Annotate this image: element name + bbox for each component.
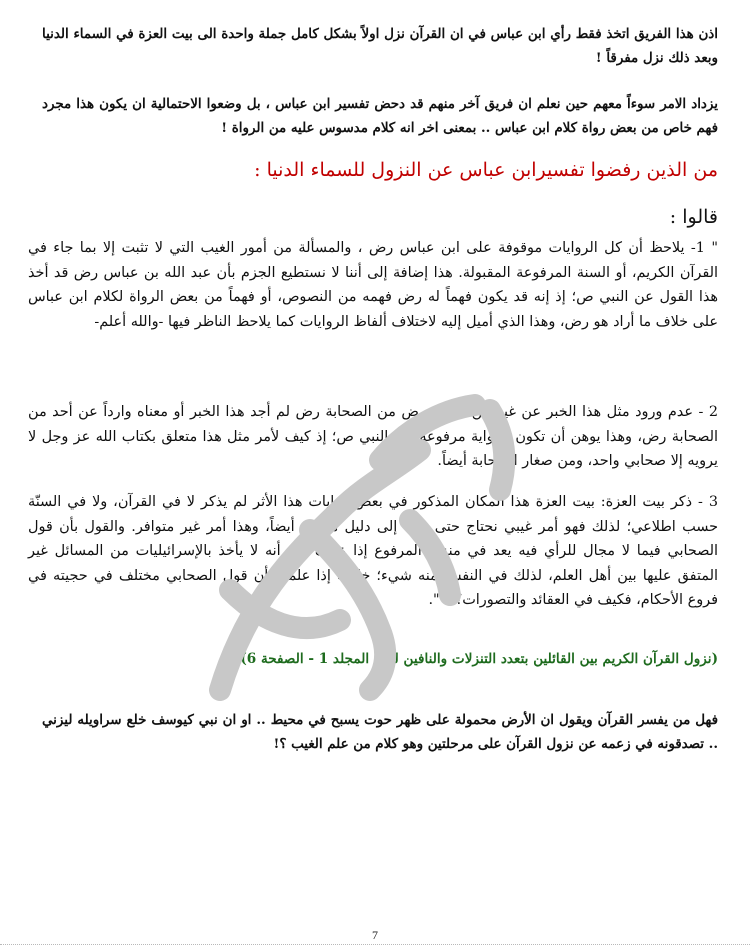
qalu-heading: قالوا : bbox=[669, 206, 718, 228]
quote-point-2: 2 - عدم ورود مثل هذا الخبر عن غير ابن عباس رض من الصحابة رض لم أجد هذا الخبر أو معناه وارداً عن أحد من الصحابة رض، وهذا يوهن أن تكون الرواية مرفوعة إلى النبي ص؛ إذ كيف لأمر مثل هذا متعلق بكتاب الله عز وجل لا يرويه إلا صحابي واحد، ومن صغار الصحابة أيضاً. bbox=[28, 404, 718, 470]
red-heading: من الذين رفضوا تفسيرابن عباس عن النزول للسماء الدنيا : bbox=[254, 159, 718, 181]
source-citation: (نزول القرآن الكريم بين القائلين بتعدد التنزلات والنافين لها - المجلد 1 - الصفحة 6) bbox=[240, 651, 718, 667]
quote-point-3: 3 - ذكر بيت العزة: بيت العزة هذا المكان المذكور في بعض روايات هذا الأثر لم يذكر لا في القرآن، ولا في السنّة حسب اطلاعي؛ لذلك فهو أمر غيبي نحتاج حتى نثبته إلى دليل مقبول أيضاً، وهذا أمر غير متوافر. والقول بأن قول الصحابي فيما لا مجال للرأي فيه يعد في منزلة المرفوع إذا عرف عنه أنه لا يأخذ بالإسرائيليات من المسائل غير المتفق عليها بين أهل العلم، لذلك في النفس منه شيء؛ خاصة إذا علمت أن قول الصحابي مختلف في حجيته في فروع الأحكام، فكيف في العقائد والتصورات؟!. ". bbox=[28, 494, 718, 609]
closing-paragraph: فهل من يفسر القرآن ويقول ان الأرض محمولة على ظهر حوت يسبح في محيط .. او ان نبي كيوسف خلع سراويله ليزني .. تصدقونه في زعمه عن نزول القرآن على مرحلتين وهو كلام من علم الغيب ؟! bbox=[42, 712, 718, 753]
page-number: 7 bbox=[372, 928, 378, 942]
quote-point-1: " 1- يلاحظ أن كل الروايات موقوفة على ابن عباس رض ، والمسألة من أمور الغيب التي لا تثبت إلا بما جاء في القرآن الكريم، أو السنة المرفوعة المقبولة. هذا إضافة إلى أننا لا نستطيع الجزم بأن عبد الله بن عباس رض قد أخذ هذا القول عن النبي ص؛ إذ إنه قد يكون فهماً له رض فهمه من النصوص، أو فهماً من بعض الرواة لكلام ابن عباس على خلاف ما أراد هو رض، وهذا الذي أميل إليه لاختلاف ألفاظ الروايات كما يلاحظ الناظر فيها -والله أعلم- bbox=[28, 240, 718, 330]
second-paragraph: يزداد الامر سوءاً معهم حين نعلم ان فريق آخر منهم قد دحض تفسير ابن عباس ، بل وضعوا الاحتمالية ان يكون هذا مجرد فهم خاص من بعض رواة كلام ابن عباس .. بمعنى اخر انه كلام مدسوس عليه من الرواة ! bbox=[42, 96, 718, 137]
intro-paragraph: اذن هذا الفريق اتخذ فقط رأي ابن عباس في ان القرآن نزل اولاً بشكل كامل جملة واحدة الى بيت العزة في السماء الدنيا وبعد ذلك نزل مفرقاً ! bbox=[42, 26, 718, 67]
footer-separator bbox=[0, 944, 750, 945]
